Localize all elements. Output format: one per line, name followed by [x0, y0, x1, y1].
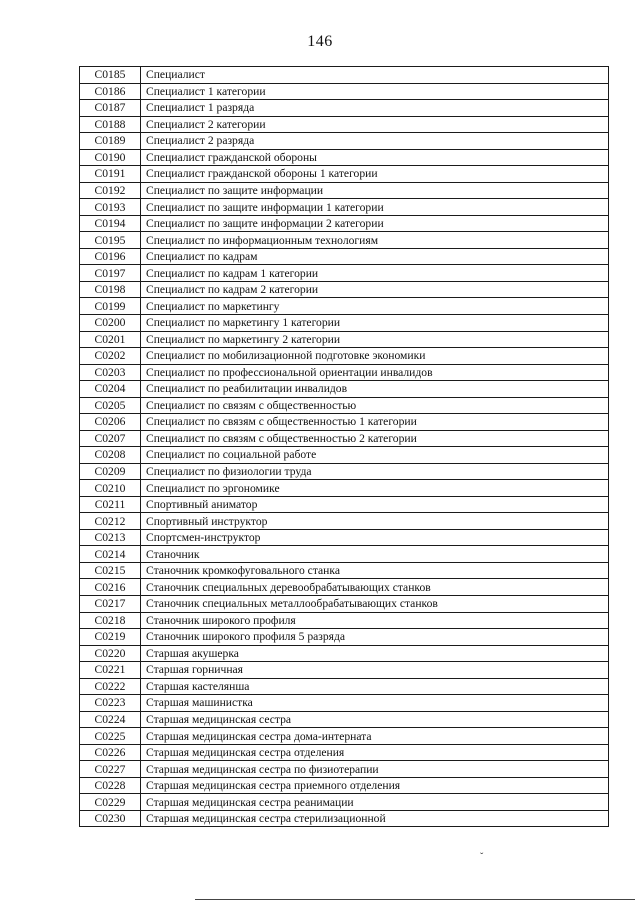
table-row [80, 562, 609, 579]
table-row [80, 265, 609, 282]
table-row [80, 67, 609, 84]
code-cell: C0205 [80, 397, 141, 414]
table-row [80, 397, 609, 414]
table-row [80, 744, 609, 761]
occupation-name-cell: Специалист 2 разряда [141, 133, 609, 150]
table-row [80, 463, 609, 480]
occupation-name-cell: Специалист по защите информации [141, 182, 609, 199]
occupation-name-cell: Спортивный аниматор [141, 496, 609, 513]
code-cell: C0194 [80, 215, 141, 232]
occupation-name-cell: Специалист [141, 67, 609, 84]
code-cell: C0199 [80, 298, 141, 315]
table-row [80, 314, 609, 331]
table-row [80, 232, 609, 249]
code-cell: C0216 [80, 579, 141, 596]
occupation-name-cell: Станочник широкого профиля 5 разряда [141, 629, 609, 646]
code-cell: C0187 [80, 100, 141, 117]
code-cell: C0202 [80, 348, 141, 365]
code-cell: C0195 [80, 232, 141, 249]
table-row [80, 529, 609, 546]
occupation-name-cell: Станочник специальных металлообрабатывающих станков [141, 596, 609, 613]
occupation-name-cell: Специалист 1 категории [141, 83, 609, 100]
occupation-name-cell: Старшая кастелянша [141, 678, 609, 695]
table-row [80, 166, 609, 183]
occupation-name-cell: Специалист по информационным технологиям [141, 232, 609, 249]
table-row [80, 414, 609, 431]
code-cell: C0189 [80, 133, 141, 150]
code-cell: C0207 [80, 430, 141, 447]
code-cell: C0208 [80, 447, 141, 464]
occupation-name-cell: Станочник специальных деревообрабатывающих станков [141, 579, 609, 596]
table-row [80, 364, 609, 381]
table-row [80, 761, 609, 778]
code-cell: C0193 [80, 199, 141, 216]
table-row [80, 645, 609, 662]
occupation-name-cell: Старшая медицинская сестра [141, 711, 609, 728]
table-row [80, 513, 609, 530]
code-cell: C0217 [80, 596, 141, 613]
occupation-name-cell: Старшая медицинская сестра отделения [141, 744, 609, 761]
occupation-name-cell: Старшая медицинская сестра стерилизационной [141, 810, 609, 827]
occupation-name-cell: Специалист по кадрам 2 категории [141, 281, 609, 298]
code-cell: C0188 [80, 116, 141, 133]
code-cell: C0220 [80, 645, 141, 662]
occupation-name-cell: Специалист по социальной работе [141, 447, 609, 464]
occupation-name-cell: Специалист по мобилизационной подготовке экономики [141, 348, 609, 365]
table-row [80, 695, 609, 712]
table-row [80, 281, 609, 298]
occupation-name-cell: Специалист по связям с общественностью [141, 397, 609, 414]
code-cell: C0214 [80, 546, 141, 563]
occupation-name-cell: Специалист гражданской обороны 1 категории [141, 166, 609, 183]
table-row [80, 728, 609, 745]
code-cell: C0201 [80, 331, 141, 348]
code-cell: C0190 [80, 149, 141, 166]
occupation-name-cell: Станочник [141, 546, 609, 563]
page-bottom-divider [195, 899, 635, 900]
occupation-name-cell: Специалист 2 категории [141, 116, 609, 133]
occupation-name-cell: Старшая медицинская сестра по физиотерапии [141, 761, 609, 778]
code-cell: C0215 [80, 562, 141, 579]
code-cell: C0204 [80, 381, 141, 398]
code-cell: C0206 [80, 414, 141, 431]
occupation-name-cell: Специалист по маркетингу 1 категории [141, 314, 609, 331]
code-cell: C0200 [80, 314, 141, 331]
table-row [80, 810, 609, 827]
code-cell: C0224 [80, 711, 141, 728]
table-row [80, 447, 609, 464]
table-row [80, 794, 609, 811]
table-row [80, 662, 609, 679]
occupation-name-cell: Станочник широкого профиля [141, 612, 609, 629]
table-row [80, 546, 609, 563]
occupation-name-cell: Старшая акушерка [141, 645, 609, 662]
occupation-name-cell: Старшая медицинская сестра реанимации [141, 794, 609, 811]
occupation-name-cell: Спортсмен-инструктор [141, 529, 609, 546]
occupation-name-cell: Старшая медицинская сестра приемного отделения [141, 777, 609, 794]
table-row [80, 182, 609, 199]
table-row [80, 480, 609, 497]
code-cell: C0221 [80, 662, 141, 679]
code-cell: C0225 [80, 728, 141, 745]
code-cell: C0227 [80, 761, 141, 778]
code-cell: C0222 [80, 678, 141, 695]
table-row [80, 133, 609, 150]
occupation-name-cell: Станочник кромкофуговального станка [141, 562, 609, 579]
code-cell: C0219 [80, 629, 141, 646]
table-row [80, 579, 609, 596]
table-row [80, 331, 609, 348]
occupation-name-cell: Специалист по реабилитации инвалидов [141, 381, 609, 398]
code-cell: C0213 [80, 529, 141, 546]
occupation-name-cell: Специалист по эргономике [141, 480, 609, 497]
code-cell: C0185 [80, 67, 141, 84]
table-row [80, 678, 609, 695]
table-body [80, 67, 609, 827]
occupation-name-cell: Старшая машинистка [141, 695, 609, 712]
code-cell: C0223 [80, 695, 141, 712]
occupation-name-cell: Спортивный инструктор [141, 513, 609, 530]
table-row [80, 381, 609, 398]
code-cell: C0228 [80, 777, 141, 794]
table-row [80, 612, 609, 629]
occupation-name-cell: Специалист по маркетингу [141, 298, 609, 315]
code-cell: C0218 [80, 612, 141, 629]
table-row [80, 100, 609, 117]
code-cell: C0210 [80, 480, 141, 497]
table-row [80, 711, 609, 728]
table-row [80, 199, 609, 216]
table-row [80, 149, 609, 166]
footer-mark: ˇ [480, 852, 484, 863]
table-row [80, 116, 609, 133]
code-cell: C0197 [80, 265, 141, 282]
table-row [80, 777, 609, 794]
code-cell: C0186 [80, 83, 141, 100]
table-row [80, 348, 609, 365]
table-row [80, 596, 609, 613]
page-number: 146 [307, 33, 333, 50]
occupation-name-cell: Специалист 1 разряда [141, 100, 609, 117]
occupation-name-cell: Специалист по кадрам [141, 248, 609, 265]
table-row [80, 629, 609, 646]
code-cell: C0226 [80, 744, 141, 761]
code-cell: C0198 [80, 281, 141, 298]
code-cell: C0192 [80, 182, 141, 199]
code-cell: C0196 [80, 248, 141, 265]
occupation-name-cell: Специалист по связям с общественностью 2 категории [141, 430, 609, 447]
table-row [80, 298, 609, 315]
occupation-name-cell: Специалист по связям с общественностью 1 категории [141, 414, 609, 431]
code-cell: C0229 [80, 794, 141, 811]
code-cell: C0212 [80, 513, 141, 530]
occupation-name-cell: Специалист по физиологии труда [141, 463, 609, 480]
table-row [80, 430, 609, 447]
table-row [80, 83, 609, 100]
occupation-name-cell: Специалист гражданской обороны [141, 149, 609, 166]
table-row [80, 215, 609, 232]
code-cell: C0211 [80, 496, 141, 513]
code-cell: C0191 [80, 166, 141, 183]
table-row [80, 248, 609, 265]
occupation-name-cell: Специалист по защите информации 1 категории [141, 199, 609, 216]
occupation-name-cell: Специалист по маркетингу 2 категории [141, 331, 609, 348]
occupation-name-cell: Специалист по кадрам 1 категории [141, 265, 609, 282]
occupation-code-table [79, 66, 609, 827]
occupation-name-cell: Специалист по профессиональной ориентации инвалидов [141, 364, 609, 381]
code-cell: C0203 [80, 364, 141, 381]
table-row [80, 496, 609, 513]
occupation-name-cell: Старшая медицинская сестра дома-интерната [141, 728, 609, 745]
code-cell: C0230 [80, 810, 141, 827]
occupation-name-cell: Специалист по защите информации 2 категории [141, 215, 609, 232]
code-cell: C0209 [80, 463, 141, 480]
occupation-name-cell: Старшая горничная [141, 662, 609, 679]
